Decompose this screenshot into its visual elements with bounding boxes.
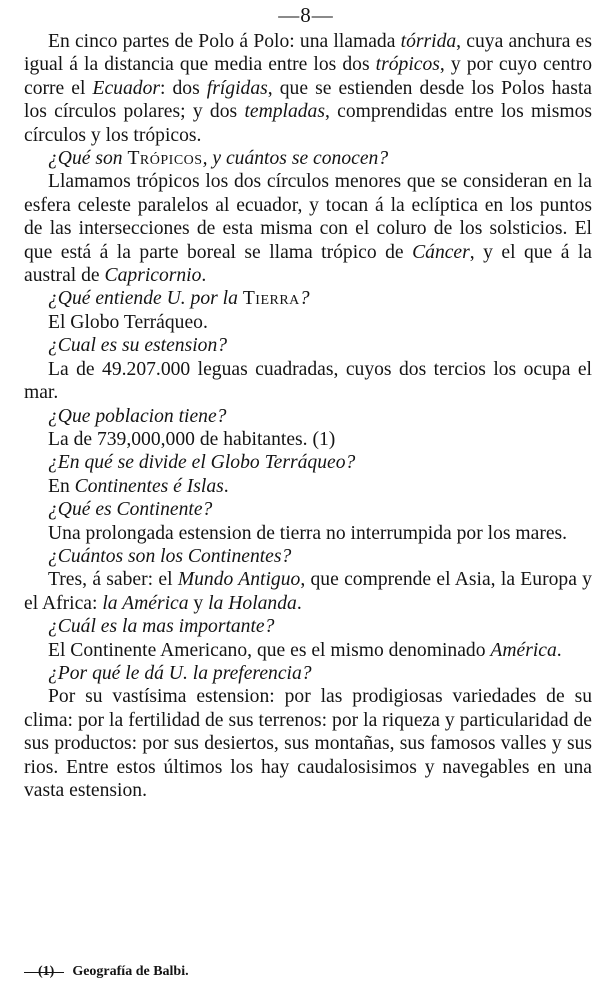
- small-caps-term: Trópicos: [127, 148, 203, 170]
- answer-paragraph: [24, 170, 592, 287]
- question-paragraph: [24, 334, 592, 357]
- text-run: y: [188, 592, 209, 614]
- footnote-mark: (1): [38, 964, 55, 979]
- text-run: , y el que á la austral de: [24, 241, 592, 287]
- italic-term: Ecuador: [92, 77, 160, 99]
- answer-paragraph: [24, 311, 592, 334]
- text-run: En: [48, 475, 75, 497]
- question-paragraph: [24, 545, 592, 568]
- text-run: .: [556, 639, 562, 661]
- text-run: ¿Qué entiende U. por la: [48, 288, 243, 310]
- question-paragraph: [24, 405, 592, 428]
- question-paragraph: [24, 287, 592, 310]
- text-run: ?: [299, 288, 310, 310]
- italic-term: la América: [102, 592, 189, 614]
- text-run: ¿Cuál es la mas importante?: [48, 616, 275, 638]
- text-run: ¿Qué es Continente?: [48, 499, 213, 521]
- italic-term: Cáncer: [412, 241, 470, 263]
- question-paragraph: [24, 451, 592, 474]
- text-run: .: [223, 475, 229, 497]
- text-run: .: [296, 592, 302, 614]
- text-run: La de 49.207.000 leguas cuadradas, cuyos dos tercios los ocupa el mar.: [24, 358, 592, 404]
- text-run: .: [201, 265, 207, 287]
- page-body: [24, 30, 592, 802]
- answer-paragraph: [24, 428, 592, 451]
- text-run: ¿Cuántos son los Continentes?: [48, 545, 292, 567]
- page-number: —8—: [278, 3, 334, 27]
- italic-term: trópicos: [375, 54, 440, 76]
- answer-paragraph: [24, 475, 592, 498]
- answer-paragraph: [24, 568, 592, 615]
- text-run: Por su vastísima estension: por las prodigiosas variedades de su clima: por la fertilidad de sus terrenos: por la riqueza y particularidad de sus productos: por sus desiertos, sus montañas, sus famosos valles y sus rios. Entre estos últimos los hay caudalosisimos y navegables en una vasta estension.: [24, 686, 592, 801]
- italic-term: Mundo Antiguo: [177, 569, 301, 591]
- text-run: ¿Por qué le dá U. la preferencia?: [48, 662, 312, 684]
- question-paragraph: [24, 147, 592, 170]
- text-run: ¿En qué se divide el Globo Terráqueo?: [48, 452, 356, 474]
- text-run: Tres, á saber: el: [48, 569, 178, 591]
- text-run: Una prolongada estension de tierra no interrumpida por los mares.: [48, 522, 568, 544]
- italic-term: tórrida: [400, 31, 457, 52]
- italic-term: Continentes é Islas: [74, 475, 224, 497]
- answer-paragraph: [24, 685, 592, 802]
- footnote: [38, 963, 189, 981]
- text-run: El Globo Terráqueo.: [48, 311, 208, 333]
- question-paragraph: [24, 498, 592, 521]
- italic-term: templadas: [244, 101, 325, 123]
- answer-paragraph: [24, 639, 592, 662]
- answer-paragraph: [24, 30, 592, 147]
- question-paragraph: [24, 615, 592, 638]
- text-run: La de 739,000,000 de habitantes. (1): [48, 428, 336, 450]
- text-run: , cuya anchura es igual á la distancia que media entre los dos: [24, 31, 592, 76]
- text-run: , y cuántos se conocen?: [202, 148, 389, 170]
- text-run: , que se estienden desde los Polos hasta los círculos polares; y dos: [24, 77, 593, 123]
- footnote-text: Geografía de Balbi.: [72, 964, 189, 979]
- question-paragraph: [24, 662, 592, 685]
- text-run: ¿Qué son: [48, 148, 128, 170]
- text-run: El Continente Americano, que es el mismo denominado: [48, 639, 491, 661]
- italic-term: frígidas: [206, 77, 268, 99]
- text-run: Llamamos trópicos los dos círculos menores que se consideran en la esfera celeste paralelos al ecuador, y tocan á la eclíptica en los puntos de las intersecciones de esta misma con el coluro de los solsticios. El que está á la parte boreal se llama trópico de: [24, 171, 592, 263]
- text-run: , que comprende el Asia, la Europa y el Africa:: [24, 569, 592, 614]
- text-run: , y por cuyo centro corre el: [24, 54, 593, 99]
- text-run: ¿Cual es su estension?: [48, 335, 228, 357]
- italic-term: la Holanda: [208, 592, 297, 614]
- text-run: , comprendidas entre los mismos círculos y los trópicos.: [24, 101, 592, 146]
- text-run: En cinco partes de Polo á Polo: una llamada: [48, 31, 401, 52]
- italic-term: Capricornio: [104, 265, 202, 287]
- answer-paragraph: [24, 358, 592, 405]
- text-run: ¿Que poblacion tiene?: [48, 405, 227, 427]
- answer-paragraph: [24, 522, 592, 545]
- text-run: : dos: [160, 77, 207, 99]
- small-caps-term: Tierra: [242, 288, 300, 310]
- italic-term: América: [490, 639, 557, 661]
